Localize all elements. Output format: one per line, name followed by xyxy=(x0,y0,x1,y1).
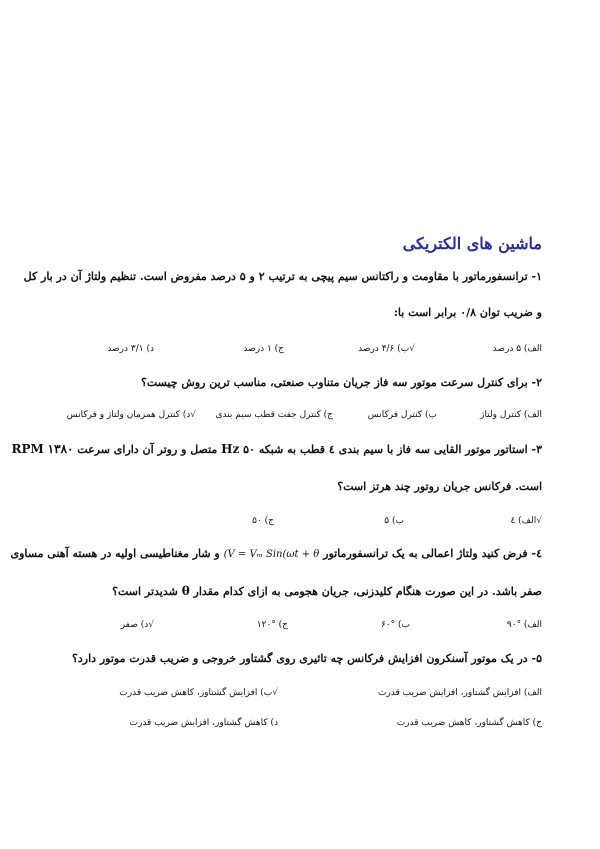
question-2-option-c: ج) کنترل جفت قطب سیم بندی xyxy=(215,410,333,420)
question-4-line-2: صفر باشد. در این صورت هنگام کلیدزنی، جریان هجومی به ازای کدام مقدار θ شدیدتر است؟ xyxy=(112,584,542,598)
question-5-option-a: الف) افزایش گشتاور، افزایش ضریب قدرت xyxy=(377,688,542,698)
question-5-line-1: ۵- در یک موتور آسنکرون افزایش فرکانس چه تاثیری روی گشتاور خروجی و ضریب قدرت موتور دارد؟ xyxy=(72,652,542,665)
check-mark-icon: √ xyxy=(536,516,542,526)
question-5-option-b: √ب) افزایش گشتاور، کاهش ضریب قدرت xyxy=(119,688,278,698)
question-2-option-a: الف) کنترل ولتاژ xyxy=(480,410,542,420)
question-3-option-a: √الف) ٤ xyxy=(510,516,542,526)
check-mark-icon: √ xyxy=(272,688,278,698)
question-1-option-a: الف) ۵ درصد xyxy=(492,344,542,354)
question-1-option-c: ج) ۱ درصد xyxy=(243,344,284,354)
question-5-option-c: ج) کاهش گشتاور، کاهش ضریب قدرت xyxy=(396,718,542,728)
check-mark-icon: √ xyxy=(190,410,196,420)
check-mark-icon: √ xyxy=(409,344,415,354)
question-3-line-1: ۳- استاتور موتور القایی سه فاز با سیم بندی ٤ قطب به شبکه Hz ۵۰ متصل و روتر آن دارای سرعت RPM ۱۳۸۰ xyxy=(11,442,542,456)
check-mark-icon: √ xyxy=(148,620,154,630)
question-2-line-1: ۲- برای کنترل سرعت موتور سه فاز جریان متناوب صنعتی، مناسب ترین روش چیست؟ xyxy=(140,376,542,389)
question-2-option-b: ب) کنترل فرکانس xyxy=(367,410,437,420)
question-3-line-2: است. فرکانس جریان روتور چند هرتز است؟ xyxy=(337,480,542,493)
question-4-line-1: ٤- فرض کنید ولتاژ اعمالی به یک ترانسفورماتور (V = Vₘ Sin(ωt + θ و شار مغناطیسی اولیه در هسته آهنی مساوی xyxy=(10,547,542,560)
question-4-option-a: الف) °۹۰ xyxy=(506,620,542,630)
question-3-option-b: ب) ۵ xyxy=(384,516,404,526)
question-1-line-1: ۱- ترانسفورماتور با مقاومت و راکتانس سیم پیچی به ترتیب ۲ و ۵ درصد مفروض است. تنظیم ولتاژ آن در بار کل xyxy=(23,270,542,283)
question-1-line-2: و ضریب توان ۰/۸ برابر است با: xyxy=(393,306,542,319)
question-1-option-d: د) ۳/۱ درصد xyxy=(107,344,154,354)
question-5-option-d: د) کاهش گشتاور، افزایش ضریب قدرت xyxy=(129,718,278,728)
question-4-option-b: ب) °۶۰ xyxy=(380,620,410,630)
question-2-option-d: √د) کنترل همزمان ولتاژ و فرکانس xyxy=(66,410,196,420)
voltage-formula: (V = Vₘ Sin(ωt + θ xyxy=(223,549,320,560)
question-4-option-c: ج) °۱۲۰ xyxy=(256,620,288,630)
question-1-option-b: √ب) ۴/۶ درصد xyxy=(358,344,415,354)
question-4-option-d: √د) صفر xyxy=(120,620,154,630)
page-title: ماشین های الکتریکی xyxy=(402,234,542,253)
question-3-option-c: ج) ۵۰ xyxy=(252,516,274,526)
